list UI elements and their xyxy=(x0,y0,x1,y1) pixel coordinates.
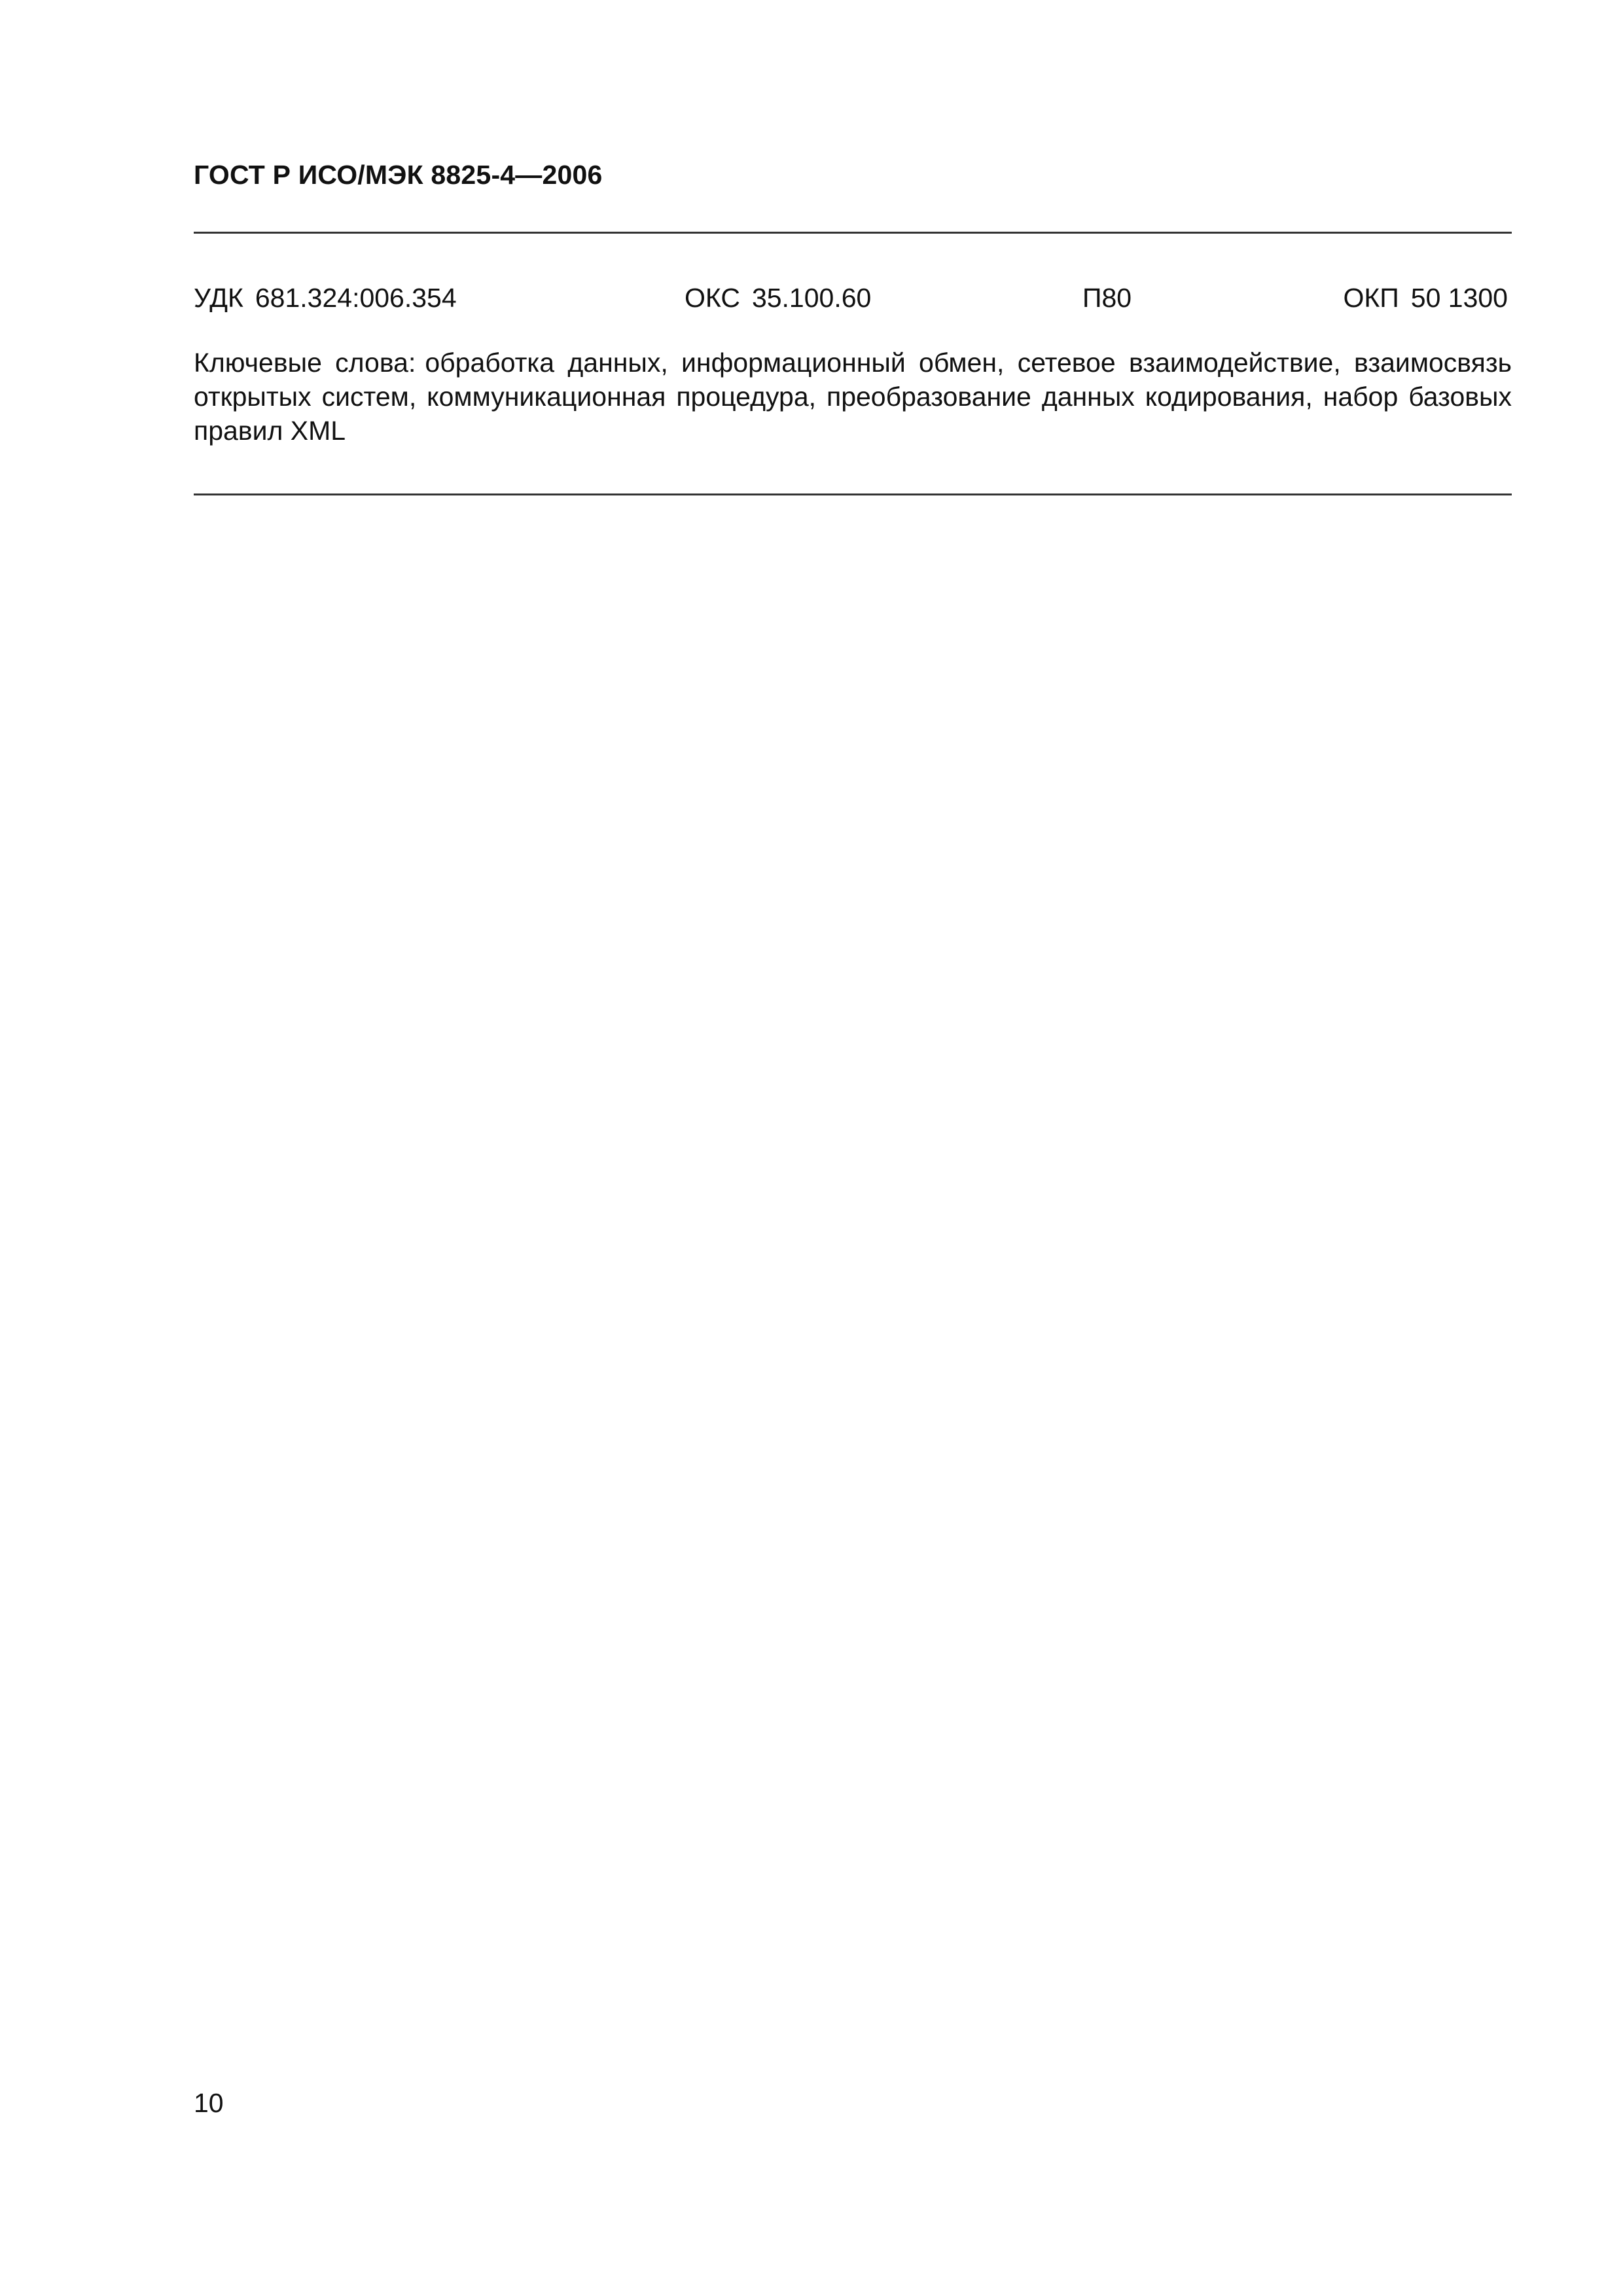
keywords-text: обработка данных, информационный обмен, сетевое взаимодействие, взаимосвязь открытых систем, коммуникационная процедура, преобразование данных кодирования, набор базовых правил XML xyxy=(194,348,1512,446)
oks-label: ОКС xyxy=(685,283,740,313)
udk-code xyxy=(194,283,457,314)
keywords-paragraph xyxy=(194,346,1512,448)
udk-value: 681.324:006.354 xyxy=(255,283,457,313)
document-header: ГОСТ Р ИСО/МЭК 8825-4—2006 xyxy=(194,160,603,190)
okp-value: 50 1300 xyxy=(1410,283,1508,313)
classification-row xyxy=(194,283,1512,315)
okp-label: ОКП xyxy=(1343,283,1399,313)
oks-code xyxy=(685,283,871,314)
udk-label: УДК xyxy=(194,283,243,313)
group-code: П80 xyxy=(1082,283,1132,313)
bottom-divider xyxy=(194,493,1512,495)
oks-value: 35.100.60 xyxy=(751,283,872,313)
keywords-label: Ключевые слова: xyxy=(194,348,416,378)
okp-code xyxy=(1344,283,1508,314)
page-number: 10 xyxy=(194,2088,224,2118)
top-divider xyxy=(194,232,1512,234)
